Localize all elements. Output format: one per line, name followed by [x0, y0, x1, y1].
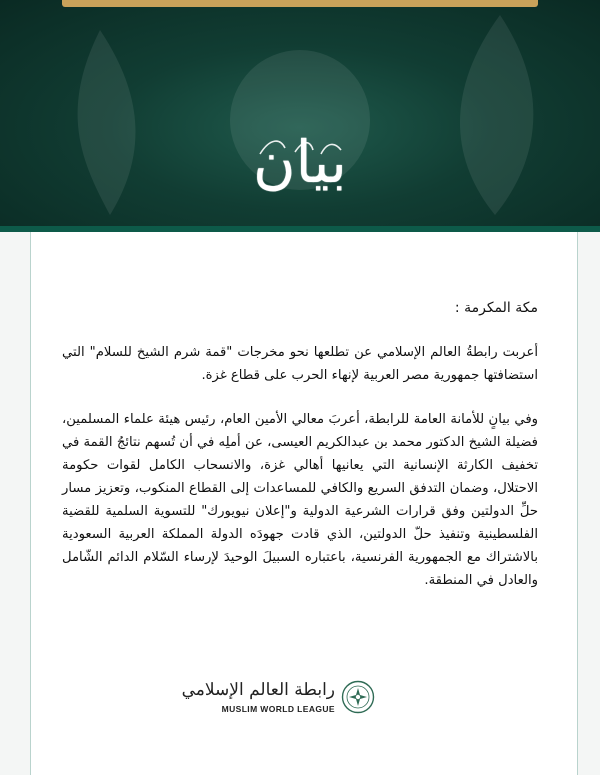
logo-english-text: MUSLIM WORLD LEAGUE [221, 704, 335, 714]
statement-paragraph-2: وفي بيانٍ للأمانة العامة للرابطة، أعربَ معالي الأمين العام، رئيس هيئة علماء المسلمين، فضيلة الشيخ الدكتور محمد بن عبدالكريم العيسى، عن أملِه في أن تُسهم نتائجُ القمة في تخفيف الكارثة الإنسانية التي يعانيها أهالي غزة، والانسحاب الكامل لقوات حكومة الاحتلال، وضمان التدفق السريع والكافي للمساعدات إلى القطاع المنكوب، وتعزيز مسار حلِّ الدولتين وفق قرارات الشرعية الدولية و"إعلان نيويورك" للتسوية السلمية للقضية الفلسطينية وتنفيذ حلّ الدولتين، الذي قادت جهودَه الدولة المملكة العربية السعودية بالاشتراك مع الجمهورية الفرنسية، باعتباره السبيلَ الوحيدَ لإرساء السّلام الدائم الشّامل والعادل في المنطقة. [62, 412, 538, 588]
statement-title: بيان [253, 128, 347, 196]
mwl-emblem-icon [341, 680, 375, 714]
gold-accent-bar [62, 0, 538, 7]
statement-paragraph-1: أعربت رابطةُ العالم الإسلامي عن تطلعها نحو مخرجات "قمة شرم الشيخ للسلام" التي استضافتها جمهورية مصر العربية لإنهاء الحرب على قطاع غزة. [62, 345, 538, 383]
mwl-logo [181, 678, 375, 724]
dateline-location: مكة المكرمة : [454, 300, 538, 316]
logo-arabic-text: رابطة العالم الإسلامي [181, 680, 335, 700]
header-banner [0, 0, 600, 232]
